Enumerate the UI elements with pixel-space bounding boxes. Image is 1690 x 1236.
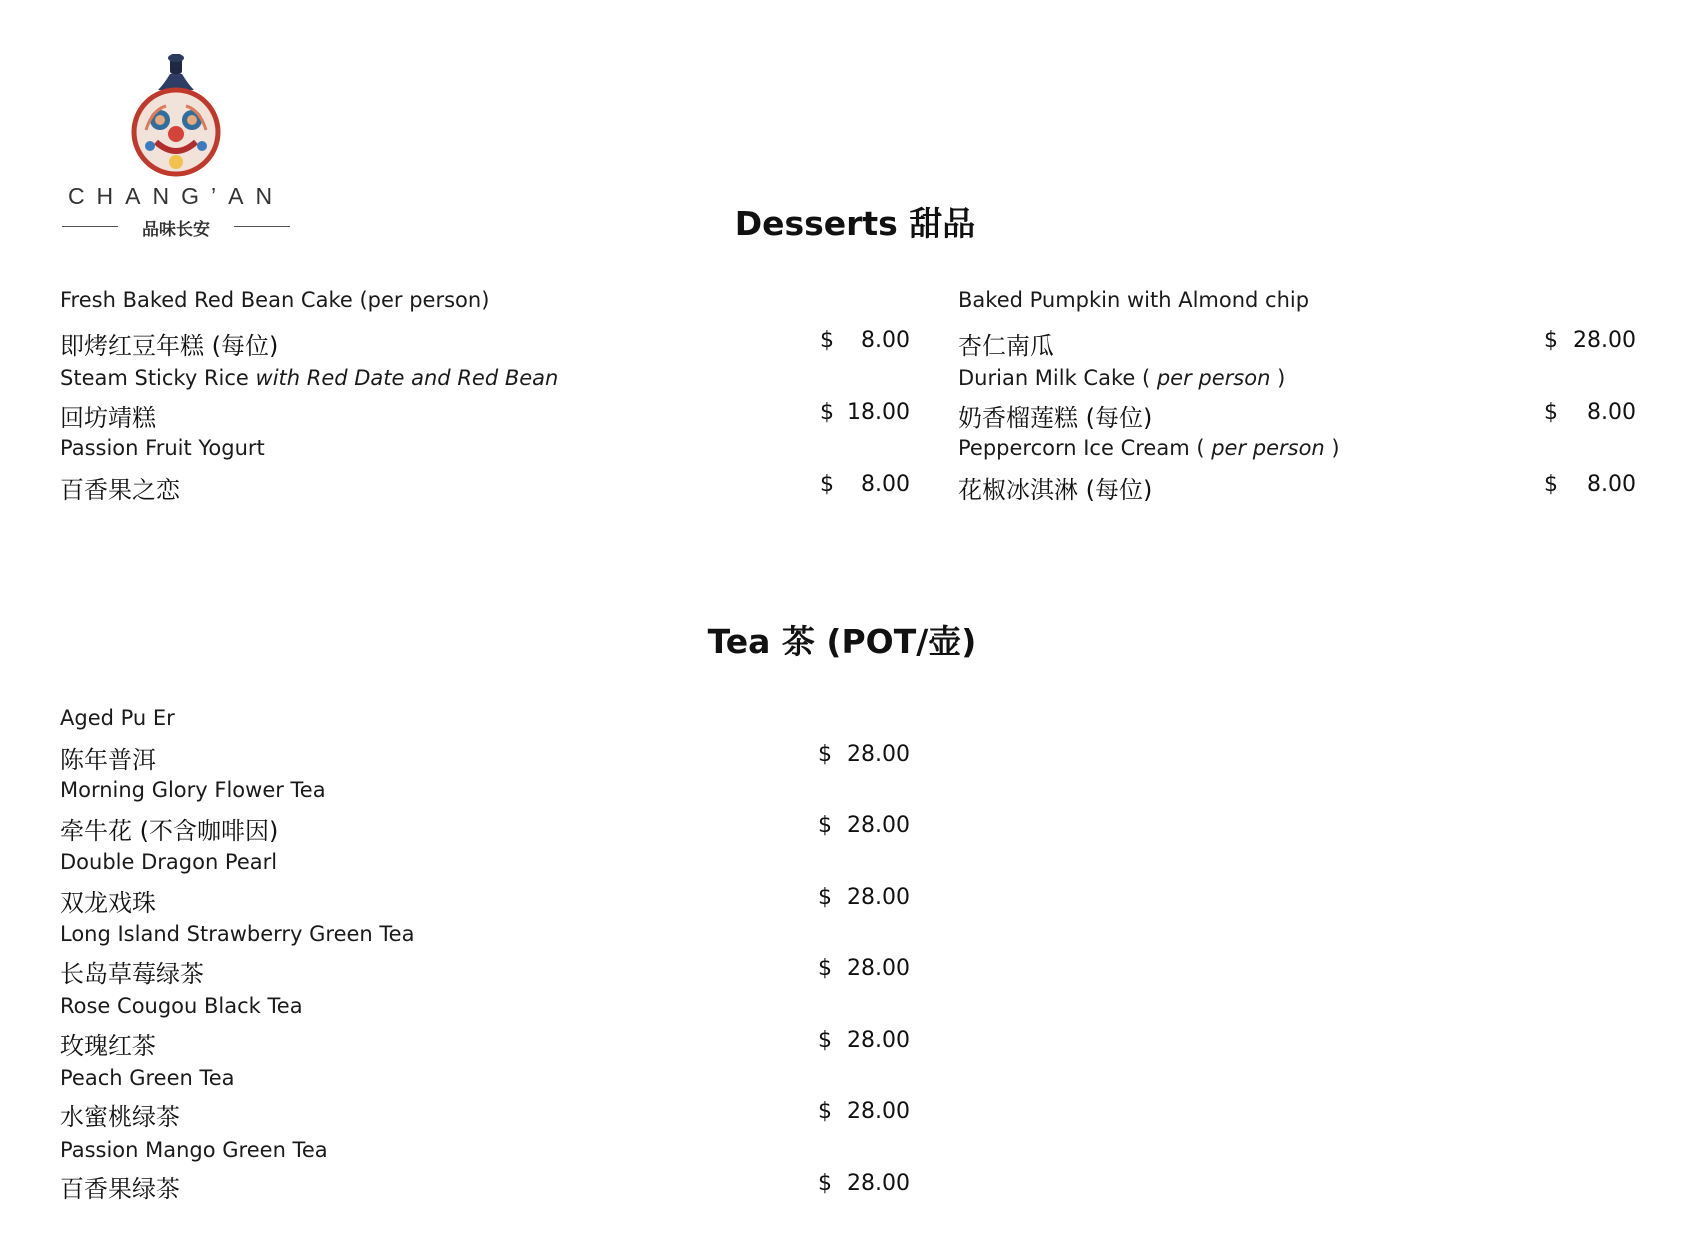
tea-item-en: Long Island Strawberry Green Tea [60,922,415,946]
tea-price: 28.00 [847,885,910,910]
currency-symbol: $ [820,328,834,353]
logo-tagline: 品味长安 [142,220,210,240]
currency-symbol: $ [818,813,832,838]
tea-item-zh: 陈年普洱 [60,746,156,774]
tea-price: 28.00 [847,1099,910,1124]
dessert-price: 8.00 [861,472,910,497]
currency-symbol: $ [820,472,834,497]
tea-item-en: Aged Pu Er [60,706,175,730]
desserts-title: Desserts 甜品 [734,204,976,243]
tea-price: 28.00 [847,1171,910,1196]
currency-symbol: $ [1544,472,1558,497]
tea-item-zh: 水蜜桃绿茶 [60,1103,180,1131]
currency-symbol: $ [818,1099,832,1124]
tea-item-en: Peach Green Tea [60,1066,235,1090]
logo-brand-text: CHANG’AN [67,183,285,209]
dessert-price: 18.00 [847,400,910,425]
dessert-price: 8.00 [861,328,910,353]
dessert-item-zh: 即烤红豆年糕 (每位) [60,332,279,360]
dessert-price: 28.00 [1573,328,1636,353]
tea-item-en: Morning Glory Flower Tea [60,778,326,802]
currency-symbol: $ [1544,328,1558,353]
dessert-item-en: Durian Milk Cake ( per person ) [958,366,1286,390]
currency-symbol: $ [818,742,832,767]
tea-item-zh: 百香果绿茶 [60,1175,180,1203]
currency-symbol: $ [820,400,834,425]
tea-item-en: Rose Cougou Black Tea [60,994,303,1018]
currency-symbol: $ [818,1028,832,1053]
currency-symbol: $ [818,885,832,910]
tea-item-zh: 长岛草莓绿茶 [60,960,204,988]
dessert-item-zh: 回坊靖糕 [60,404,156,432]
currency-symbol: $ [1544,400,1558,425]
tea-title: Tea 茶 (POT/壶) [707,622,977,661]
tea-price: 28.00 [847,1028,910,1053]
currency-symbol: $ [818,1171,832,1196]
tea-item-en: Double Dragon Pearl [60,850,278,874]
dessert-price: 8.00 [1587,400,1636,425]
dessert-item-zh: 百香果之恋 [60,476,180,504]
vase-emblem-icon [126,50,226,180]
dessert-item-zh: 花椒冰淇淋 (每位) [958,476,1153,504]
dessert-price: 8.00 [1587,472,1636,497]
dessert-item-en: Baked Pumpkin with Almond chip [958,288,1310,312]
dessert-item-en: Peppercorn Ice Cream ( per person ) [958,436,1340,460]
dessert-item-en: Steam Sticky Rice with Red Date and Red Bean [60,366,559,390]
tea-item-zh: 双龙戏珠 [60,889,156,917]
tea-price: 28.00 [847,742,910,767]
tea-item-zh: 玫瑰红茶 [60,1032,156,1060]
dessert-item-zh: 奶香榴莲糕 (每位) [958,404,1153,432]
tea-price: 28.00 [847,956,910,981]
tea-price: 28.00 [847,813,910,838]
dessert-item-en: Passion Fruit Yogurt [60,436,265,460]
tea-item-en: Passion Mango Green Tea [60,1138,328,1162]
tea-item-zh: 牵牛花 (不含咖啡因) [60,817,279,845]
currency-symbol: $ [818,956,832,981]
dessert-item-en: Fresh Baked Red Bean Cake (per person) [60,288,490,312]
dessert-item-zh: 杏仁南瓜 [958,332,1054,360]
